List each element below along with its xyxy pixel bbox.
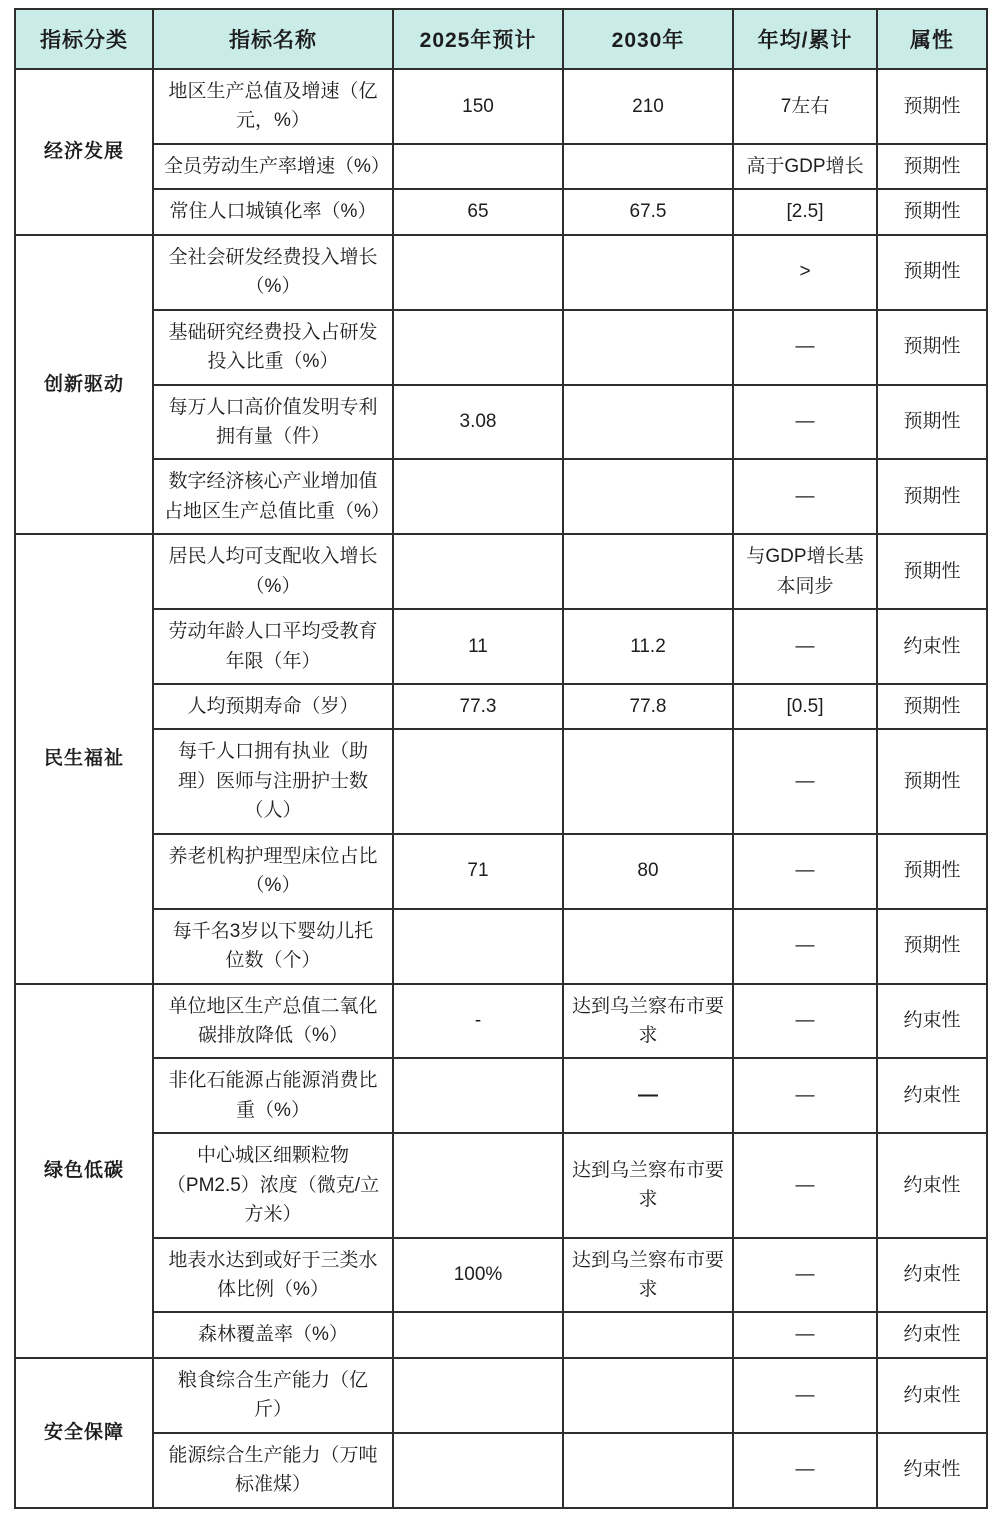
value-2025-cell — [393, 729, 563, 833]
table-row — [15, 1433, 987, 1508]
indicator-table — [14, 8, 988, 1509]
indicator-name-cell: 全社会研发经费投入增长（%） — [153, 235, 393, 310]
category-cell: 绿色低碳 — [15, 984, 153, 1358]
attribute-cell: 约束性 — [877, 1133, 987, 1237]
table-row — [15, 609, 987, 684]
attribute-cell: 约束性 — [877, 984, 987, 1059]
value-2030-cell — [563, 729, 733, 833]
value-2025-cell — [393, 459, 563, 534]
table-row — [15, 834, 987, 909]
avg-cumulative-cell: [0.5] — [733, 684, 877, 729]
value-2030-cell: 达到乌兰察布市要求 — [563, 984, 733, 1059]
table-row — [15, 684, 987, 729]
avg-cumulative-cell: — — [733, 834, 877, 909]
header-cell-category: 指标分类 — [15, 9, 153, 69]
value-2030-cell: 67.5 — [563, 189, 733, 234]
value-2025-cell — [393, 534, 563, 609]
attribute-cell: 预期性 — [877, 144, 987, 189]
attribute-cell: 约束性 — [877, 1058, 987, 1133]
attribute-cell: 预期性 — [877, 909, 987, 984]
indicator-name-cell: 养老机构护理型床位占比（%） — [153, 834, 393, 909]
indicator-name-cell: 每万人口高价值发明专利拥有量（件） — [153, 385, 393, 460]
value-2025-cell: 3.08 — [393, 385, 563, 460]
table-row — [15, 1312, 987, 1357]
attribute-cell: 预期性 — [877, 235, 987, 310]
value-2030-cell — [563, 385, 733, 460]
table-row — [15, 1238, 987, 1313]
value-2030-cell: 210 — [563, 69, 733, 144]
header-cell-2030: 2030年 — [563, 9, 733, 69]
attribute-cell: 预期性 — [877, 69, 987, 144]
value-2030-cell — [563, 534, 733, 609]
table-row — [15, 534, 987, 609]
header-cell-attribute: 属性 — [877, 9, 987, 69]
attribute-cell: 约束性 — [877, 609, 987, 684]
table-row — [15, 69, 987, 144]
value-2025-cell — [393, 1358, 563, 1433]
header-cell-name: 指标名称 — [153, 9, 393, 69]
table-row — [15, 235, 987, 310]
avg-cumulative-cell: — — [733, 1312, 877, 1357]
table-row — [15, 385, 987, 460]
attribute-cell: 预期性 — [877, 385, 987, 460]
avg-cumulative-cell: — — [733, 984, 877, 1059]
value-2025-cell — [393, 909, 563, 984]
indicator-name-cell: 粮食综合生产能力（亿斤） — [153, 1358, 393, 1433]
value-2025-cell: 11 — [393, 609, 563, 684]
table-row — [15, 144, 987, 189]
value-2025-cell — [393, 1058, 563, 1133]
table-row — [15, 1058, 987, 1133]
value-2025-cell — [393, 144, 563, 189]
value-2025-cell: 71 — [393, 834, 563, 909]
avg-cumulative-cell: — — [733, 1238, 877, 1313]
indicator-name-cell: 森林覆盖率（%） — [153, 1312, 393, 1357]
value-2030-cell: — — [563, 1058, 733, 1133]
category-cell: 创新驱动 — [15, 235, 153, 535]
avg-cumulative-cell: — — [733, 909, 877, 984]
avg-cumulative-cell: — — [733, 310, 877, 385]
indicator-name-cell: 非化石能源占能源消费比重（%） — [153, 1058, 393, 1133]
attribute-cell: 预期性 — [877, 534, 987, 609]
value-2030-cell — [563, 310, 733, 385]
table-row — [15, 1358, 987, 1433]
value-2030-cell — [563, 1433, 733, 1508]
value-2030-cell: 11.2 — [563, 609, 733, 684]
value-2025-cell — [393, 1433, 563, 1508]
avg-cumulative-cell: 7左右 — [733, 69, 877, 144]
value-2030-cell — [563, 459, 733, 534]
attribute-cell: 约束性 — [877, 1238, 987, 1313]
avg-cumulative-cell: — — [733, 1058, 877, 1133]
value-2030-cell — [563, 909, 733, 984]
indicator-name-cell: 全员劳动生产率增速（%） — [153, 144, 393, 189]
value-2025-cell — [393, 235, 563, 310]
indicator-name-cell: 地区生产总值及增速（亿元，%） — [153, 69, 393, 144]
header-cell-avg: 年均/累计 — [733, 9, 877, 69]
indicator-name-cell: 地表水达到或好于三类水体比例（%） — [153, 1238, 393, 1313]
avg-cumulative-cell: — — [733, 609, 877, 684]
indicator-name-cell: 劳动年龄人口平均受教育年限（年） — [153, 609, 393, 684]
attribute-cell: 约束性 — [877, 1358, 987, 1433]
value-2025-cell: 150 — [393, 69, 563, 144]
attribute-cell: 约束性 — [877, 1433, 987, 1508]
indicator-name-cell: 能源综合生产能力（万吨标准煤） — [153, 1433, 393, 1508]
table-row — [15, 984, 987, 1059]
value-2030-cell: 80 — [563, 834, 733, 909]
table-row — [15, 189, 987, 234]
avg-cumulative-cell: — — [733, 1358, 877, 1433]
table-row — [15, 909, 987, 984]
indicator-name-cell: 数字经济核心产业增加值占地区生产总值比重（%） — [153, 459, 393, 534]
value-2030-cell — [563, 235, 733, 310]
indicator-name-cell: 每千人口拥有执业（助理）医师与注册护士数（人） — [153, 729, 393, 833]
table-row — [15, 729, 987, 833]
avg-cumulative-cell: > — [733, 235, 877, 310]
table-header — [15, 9, 987, 69]
value-2030-cell — [563, 1358, 733, 1433]
avg-cumulative-cell: 高于GDP增长 — [733, 144, 877, 189]
value-2025-cell: - — [393, 984, 563, 1059]
indicator-name-cell: 常住人口城镇化率（%） — [153, 189, 393, 234]
header-cell-2025: 2025年预计 — [393, 9, 563, 69]
table-row — [15, 310, 987, 385]
table-body — [15, 69, 987, 1508]
indicator-name-cell: 每千名3岁以下婴幼儿托位数（个） — [153, 909, 393, 984]
value-2025-cell — [393, 310, 563, 385]
attribute-cell: 约束性 — [877, 1312, 987, 1357]
attribute-cell: 预期性 — [877, 729, 987, 833]
category-cell: 民生福祉 — [15, 534, 153, 983]
value-2030-cell: 达到乌兰察布市要求 — [563, 1238, 733, 1313]
category-cell: 安全保障 — [15, 1358, 153, 1508]
value-2030-cell: 达到乌兰察布市要求 — [563, 1133, 733, 1237]
value-2030-cell: 77.8 — [563, 684, 733, 729]
attribute-cell: 预期性 — [877, 310, 987, 385]
avg-cumulative-cell: — — [733, 385, 877, 460]
avg-cumulative-cell: [2.5] — [733, 189, 877, 234]
attribute-cell: 预期性 — [877, 189, 987, 234]
avg-cumulative-cell: — — [733, 1433, 877, 1508]
attribute-cell: 预期性 — [877, 684, 987, 729]
indicator-name-cell: 居民人均可支配收入增长（%） — [153, 534, 393, 609]
attribute-cell: 预期性 — [877, 834, 987, 909]
indicator-name-cell: 单位地区生产总值二氧化碳排放降低（%） — [153, 984, 393, 1059]
indicator-name-cell: 中心城区细颗粒物（PM2.5）浓度（微克/立方米） — [153, 1133, 393, 1237]
value-2030-cell — [563, 1312, 733, 1357]
table-row — [15, 459, 987, 534]
category-cell: 经济发展 — [15, 69, 153, 235]
value-2025-cell: 77.3 — [393, 684, 563, 729]
table-row — [15, 1133, 987, 1237]
attribute-cell: 预期性 — [877, 459, 987, 534]
indicator-name-cell: 基础研究经费投入占研发投入比重（%） — [153, 310, 393, 385]
avg-cumulative-cell: — — [733, 729, 877, 833]
avg-cumulative-cell: — — [733, 1133, 877, 1237]
value-2025-cell — [393, 1312, 563, 1357]
avg-cumulative-cell: — — [733, 459, 877, 534]
indicator-name-cell: 人均预期寿命（岁） — [153, 684, 393, 729]
header-row — [15, 9, 987, 69]
value-2030-cell — [563, 144, 733, 189]
value-2025-cell: 100% — [393, 1238, 563, 1313]
avg-cumulative-cell: 与GDP增长基本同步 — [733, 534, 877, 609]
value-2025-cell — [393, 1133, 563, 1237]
value-2025-cell: 65 — [393, 189, 563, 234]
